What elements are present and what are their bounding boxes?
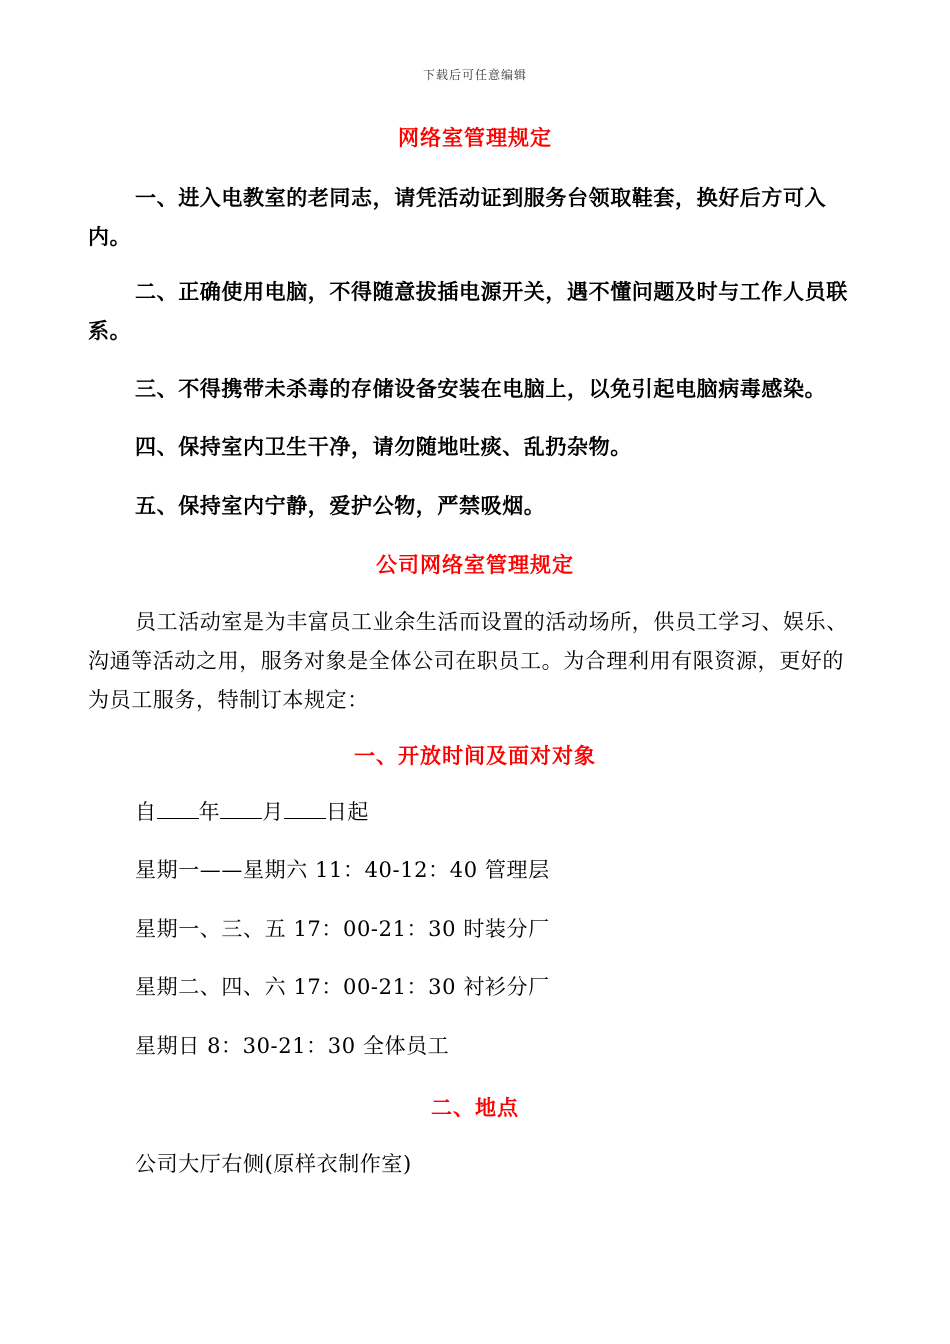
rule-item-3: 三、不得携带未杀毒的存储设备安装在电脑上，以免引起电脑病毒感染。 xyxy=(135,376,827,401)
location-line: 公司大厅右侧(原样衣制作室) xyxy=(135,1152,412,1176)
schedule-line-2: 星期一、三、五 17：00-21：30 时装分厂 xyxy=(135,917,550,941)
date-part-year: 年 xyxy=(198,800,221,824)
start-date-line xyxy=(135,797,369,827)
sub2-title: 二、地点 xyxy=(431,1095,519,1120)
schedule-line-3: 星期二、四、六 17：00-21：30 衬衫分厂 xyxy=(135,975,550,999)
rule-item-5: 五、保持室内宁静，爱护公物，严禁吸烟。 xyxy=(135,493,546,518)
year-blank xyxy=(157,800,199,819)
section2-title: 公司网络室管理规定 xyxy=(376,552,574,577)
date-part-from: 自 xyxy=(135,800,157,824)
header-note: 下载后可任意编辑 xyxy=(422,68,527,82)
day-blank xyxy=(284,800,326,819)
schedule-line-4: 星期日 8：30-21：30 全体员工 xyxy=(135,1034,450,1058)
date-part-month: 月 xyxy=(262,800,284,824)
rule-item-4: 四、保持室内卫生干净，请勿随地吐痰、乱扔杂物。 xyxy=(135,434,632,459)
sub1-title: 一、开放时间及面对对象 xyxy=(354,743,596,768)
section2-intro: 员工活动室是为丰富员工业余生活而设置的活动场所，供员工学习、娱乐、沟通等活动之用，服务对象是全体公司在职员工。为合理利用有限资源，更好的为员工服务，特制订本规定： xyxy=(88,610,848,712)
date-part-day: 日起 xyxy=(325,800,370,824)
rule-item-2: 二、正确使用电脑，不得随意拔插电源开关，遇不懂问题及时与工作人员联系。 xyxy=(88,279,848,343)
rule-item-1: 一、进入电教室的老同志，请凭活动证到服务台领取鞋套，换好后方可入内。 xyxy=(88,185,827,249)
month-blank xyxy=(220,800,262,819)
schedule-line-1: 星期一——星期六 11：40-12：40 管理层 xyxy=(135,858,550,882)
section1-title: 网络室管理规定 xyxy=(398,125,552,150)
